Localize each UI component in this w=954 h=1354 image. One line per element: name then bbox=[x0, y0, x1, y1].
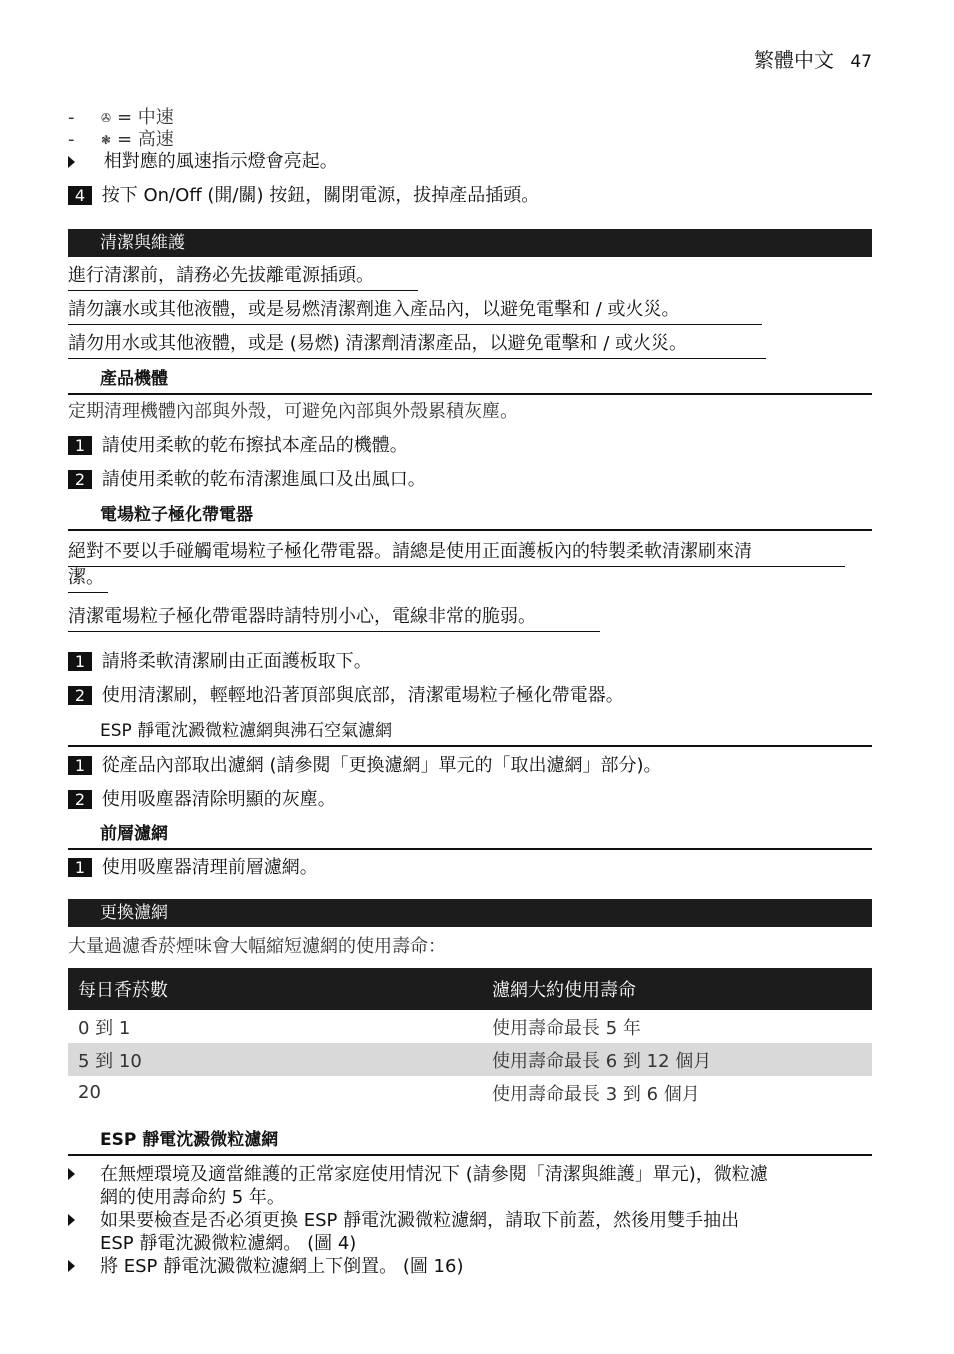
heading-esp-zeolite: ESP 靜電沈澱微粒濾網與沸石空氣濾網 bbox=[100, 721, 393, 741]
ionizer-warning-line2: 潔。 bbox=[68, 567, 104, 588]
heading-ionizer: 電場粒子極化帶電器 bbox=[100, 505, 253, 525]
prefilter-step-1 bbox=[68, 857, 318, 879]
fan-high-icon: ❃ bbox=[101, 133, 112, 147]
esp-zeolite-step-1 bbox=[68, 755, 662, 777]
step-text: 請將柔軟清潔刷由正面護板取下。 bbox=[101, 651, 372, 672]
warning-unplug: 進行清潔前，請務必先拔離電源插頭。 bbox=[68, 265, 374, 286]
speed-list-item bbox=[68, 129, 174, 151]
replace-intro: 大量過濾香菸煙味會大幅縮短濾網的使用壽命： bbox=[68, 936, 446, 957]
heading-prefilter: 前層濾網 bbox=[100, 824, 168, 844]
table-cell: 使用壽命最長 5 年 bbox=[492, 1017, 641, 1039]
heading-rule bbox=[68, 848, 872, 850]
warning-no-liquid: 請勿讓水或其他液體，或是易燃清潔劑進入產品內，以避免電擊和 / 或火災。 bbox=[68, 299, 680, 320]
table-row bbox=[68, 1010, 872, 1043]
step-text: 從產品內部取出濾網 (請參閱「更換濾網」單元的「取出濾網」部分)。 bbox=[101, 755, 662, 776]
step-text: 使用清潔刷，輕輕地沿著頂部與底部，清潔電場粒子極化帶電器。 bbox=[101, 685, 624, 706]
ionizer-warning-line1: 絕對不要以手碰觸電場粒子極化帶電器。請總是使用正面護板內的特製柔軟清潔刷來清 bbox=[68, 541, 752, 562]
bullet-text-line2: ESP 靜電沈澱微粒濾網。 (圖 4) bbox=[100, 1233, 357, 1254]
bullet-text-line1: 將 ESP 靜電沈澱微粒濾網上下倒置。 (圖 16) bbox=[100, 1256, 464, 1277]
step-number: 2 bbox=[68, 790, 92, 809]
underline bbox=[68, 290, 418, 291]
step-text: 使用吸塵器清除明顯的灰塵。 bbox=[101, 789, 336, 810]
bullet-text-line1: 如果要檢查是否必須更換 ESP 靜電沈澱微粒濾網，請取下前蓋，然後用雙手抽出 bbox=[100, 1210, 740, 1231]
result-arrow-icon bbox=[68, 156, 75, 168]
bullet-text-line1: 在無煙環境及適當維護的正常家庭使用情況下 (請參閱「清潔與維護」單元)，微粒濾 bbox=[100, 1164, 768, 1185]
step-number: 1 bbox=[68, 756, 92, 775]
heading-rule bbox=[68, 1154, 872, 1156]
ionizer-step-2 bbox=[68, 685, 624, 707]
speed-result-text: 相對應的風速指示燈會亮起。 bbox=[103, 151, 338, 172]
underline bbox=[68, 566, 845, 567]
page-number: 47 bbox=[850, 52, 872, 72]
bullet-arrow-icon bbox=[68, 1168, 75, 1180]
body-step-2 bbox=[68, 469, 426, 491]
body-step-1 bbox=[68, 435, 408, 457]
table-cell: 5 到 10 bbox=[68, 1043, 480, 1076]
underline bbox=[68, 324, 762, 325]
esp-bullet-1 bbox=[68, 1163, 768, 1209]
step-text: 使用吸塵器清理前層濾網。 bbox=[101, 857, 318, 878]
step-number: 2 bbox=[68, 686, 92, 705]
heading-body: 產品機體 bbox=[100, 369, 168, 389]
table-header-lifetime: 濾網大約使用壽命 bbox=[480, 968, 872, 1010]
speed-result bbox=[68, 151, 338, 173]
filter-lifetime-table bbox=[68, 968, 872, 1109]
esp-bullet-3 bbox=[68, 1255, 464, 1278]
step-number: 1 bbox=[68, 652, 92, 671]
speed-high-label: = 高速 bbox=[117, 129, 174, 150]
heading-rule bbox=[68, 529, 872, 531]
table-cell: 使用壽命最長 6 到 12 個月 bbox=[480, 1043, 872, 1076]
esp-zeolite-step-2 bbox=[68, 789, 336, 811]
table-cell: 使用壽命最長 3 到 6 個月 bbox=[492, 1083, 700, 1105]
heading-rule bbox=[68, 745, 872, 747]
step-4 bbox=[68, 185, 539, 207]
underline bbox=[68, 592, 108, 593]
table-row bbox=[68, 1076, 872, 1109]
step-number: 2 bbox=[68, 470, 92, 489]
step-number: 4 bbox=[68, 186, 92, 205]
list-dash: - bbox=[68, 129, 75, 150]
page-header bbox=[754, 48, 872, 74]
warning-no-water: 請勿用水或其他液體，或是 (易燃) 清潔劑清潔產品，以避免電擊和 / 或火災。 bbox=[68, 333, 687, 354]
speed-list-item bbox=[68, 107, 174, 129]
section-title-cleaning: 清潔與維護 bbox=[68, 229, 872, 257]
esp-bullet-2 bbox=[68, 1209, 739, 1255]
bullet-arrow-icon bbox=[68, 1260, 75, 1272]
step-text: 按下 On/Off (開/關) 按鈕，關閉電源，拔掉產品插頭。 bbox=[101, 185, 540, 206]
heading-rule bbox=[68, 393, 872, 395]
step-text: 請使用柔軟的乾布清潔進風口及出風口。 bbox=[101, 469, 426, 490]
body-intro: 定期清理機體內部與外殼，可避免內部與外殼累積灰塵。 bbox=[68, 401, 518, 422]
list-dash: - bbox=[68, 107, 75, 128]
ionizer-warning-fragile: 清潔電場粒子極化帶電器時請特別小心，電線非常的脆弱。 bbox=[68, 606, 536, 627]
fan-medium-icon: ✇ bbox=[101, 111, 112, 125]
header-language: 繁體中文 bbox=[754, 48, 834, 72]
section-title-replace: 更換濾網 bbox=[68, 899, 872, 927]
bullet-text-line2: 網的使用壽命約 5 年。 bbox=[100, 1187, 285, 1208]
table-row bbox=[68, 1043, 872, 1076]
underline bbox=[68, 358, 766, 359]
heading-esp-filter: ESP 靜電沈澱微粒濾網 bbox=[100, 1130, 279, 1150]
step-text: 請使用柔軟的乾布擦拭本產品的機體。 bbox=[101, 435, 408, 456]
ionizer-step-1 bbox=[68, 651, 372, 673]
underline bbox=[68, 631, 600, 632]
step-number: 1 bbox=[68, 436, 92, 455]
table-cell: 0 到 1 bbox=[78, 1017, 131, 1039]
bullet-arrow-icon bbox=[68, 1214, 75, 1226]
table-header-row bbox=[68, 968, 872, 1010]
table-header-cigarettes: 每日香菸數 bbox=[68, 968, 480, 1010]
table-cell: 20 bbox=[78, 1082, 101, 1103]
speed-medium-label: = 中速 bbox=[117, 107, 174, 128]
step-number: 1 bbox=[68, 858, 92, 877]
